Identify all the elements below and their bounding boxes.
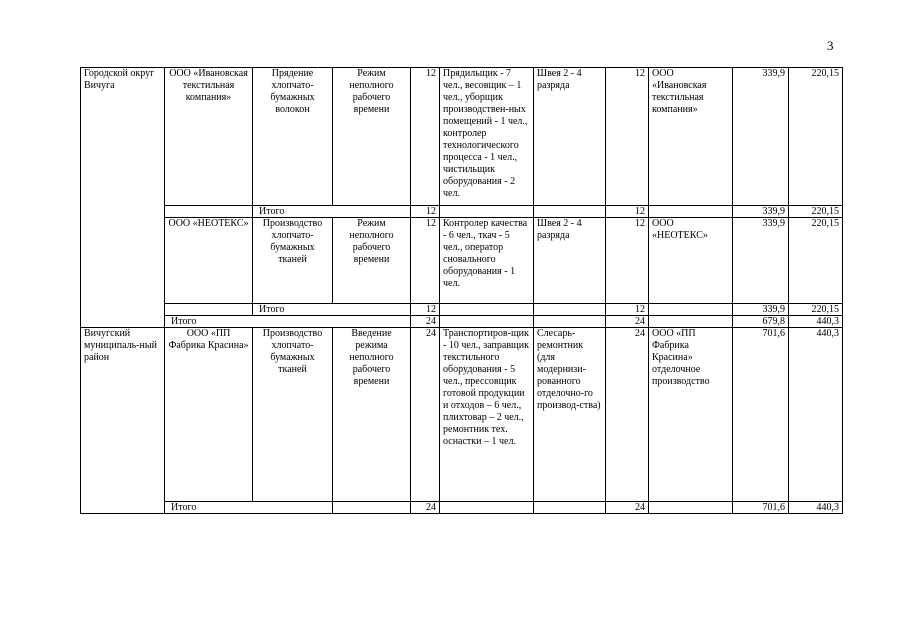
table-row xyxy=(81,218,843,304)
regime-cell: Режим неполного рабочего времени xyxy=(333,218,411,304)
enterprise-cell: ООО «Ивановская текстильная компания» xyxy=(165,68,253,206)
cost-cell: 220,15 xyxy=(789,218,843,304)
subtotal-cost: 339,9 xyxy=(733,206,789,218)
count-cell: 12 xyxy=(411,68,440,206)
subtotal-cost: 339,9 xyxy=(733,304,789,316)
employer-cell: ООО «ПП Фабрика Красина» отделочное производство xyxy=(649,328,733,502)
employer-cell: ООО «НЕОТЕКС» xyxy=(649,218,733,304)
enterprise-cell: ООО «НЕОТЕКС» xyxy=(165,218,253,304)
training-cell: Швея 2 - 4 разряда xyxy=(534,218,606,304)
count-cell: 24 xyxy=(411,328,440,502)
total-trained: 24 xyxy=(606,316,649,328)
cost-cell: 701,6 xyxy=(733,328,789,502)
regime-cell: Введение режима неполного рабочего времени xyxy=(333,328,411,502)
activity-cell: Производство хлопчато-бумажных тканей xyxy=(253,218,333,304)
cost-cell: 220,15 xyxy=(789,68,843,206)
subtotal-cost: 440,3 xyxy=(789,502,843,514)
subtotal-row xyxy=(81,304,843,316)
regime-cell: Режим неполного рабочего времени xyxy=(333,68,411,206)
employer-cell: ООО «Ивановская текстильная компания» xyxy=(649,68,733,206)
subtotal-trained: 12 xyxy=(606,206,649,218)
cost-cell: 339,9 xyxy=(733,218,789,304)
total-cost: 679,8 xyxy=(733,316,789,328)
district-total-row xyxy=(81,316,843,328)
municipality-cell: Городской округ Вичуга xyxy=(81,68,165,328)
document-table xyxy=(80,67,843,514)
subtotal-count: 24 xyxy=(411,502,440,514)
training-cell: Слесарь-ремонтник (для модернизи-рованного отделочно-го производ-ства) xyxy=(534,328,606,502)
total-count: 24 xyxy=(411,316,440,328)
subtotal-label: Итого xyxy=(253,304,411,316)
subtotal-trained: 24 xyxy=(606,502,649,514)
positions-cell: Прядильщик - 7 чел., весовщик – 1 чел., уборщик производствен-ных помещений - 1 чел., контролер технологического процесса - 1 чел., чистильщик оборудования - 2 чел. xyxy=(440,68,534,206)
subtotal-count: 12 xyxy=(411,206,440,218)
trained-count-cell: 24 xyxy=(606,328,649,502)
municipality-cell: Вичугский муниципаль-ный район xyxy=(81,328,165,514)
positions-cell: Контролер качества - 6 чел., ткач - 5 чел., оператор сновального оборудования - 1 чел. xyxy=(440,218,534,304)
activity-cell: Прядение хлопчато-бумажных волокон xyxy=(253,68,333,206)
subtotal-count: 12 xyxy=(411,304,440,316)
subtotal-cost: 220,15 xyxy=(789,206,843,218)
cost-cell: 440,3 xyxy=(789,328,843,502)
subtotal-cost: 220,15 xyxy=(789,304,843,316)
cost-cell: 339,9 xyxy=(733,68,789,206)
enterprise-cell: ООО «ПП Фабрика Красина» xyxy=(165,328,253,502)
trained-count-cell: 12 xyxy=(606,68,649,206)
count-cell: 12 xyxy=(411,218,440,304)
activity-cell: Производство хлопчато-бумажных тканей xyxy=(253,328,333,502)
table-row xyxy=(81,328,843,502)
subtotal-label: Итого xyxy=(253,206,411,218)
table-row xyxy=(81,68,843,206)
subtotal-row xyxy=(81,206,843,218)
subtotal-trained: 12 xyxy=(606,304,649,316)
total-label: Итого xyxy=(165,316,411,328)
training-cell: Швея 2 - 4 разряда xyxy=(534,68,606,206)
subtotal-label: Итого xyxy=(165,502,333,514)
page-number: 3 xyxy=(827,38,834,53)
subtotal-row xyxy=(81,502,843,514)
subtotal-cost: 701,6 xyxy=(733,502,789,514)
trained-count-cell: 12 xyxy=(606,218,649,304)
positions-cell: Транспортиров-щик - 10 чел., заправщик текстильного оборудования - 5 чел., прессовщик готовой продукции и отходов – 6 чел., плихтовар – 2 чел., ремонтник тех. оснастки – 1 чел. xyxy=(440,328,534,502)
total-cost: 440,3 xyxy=(789,316,843,328)
